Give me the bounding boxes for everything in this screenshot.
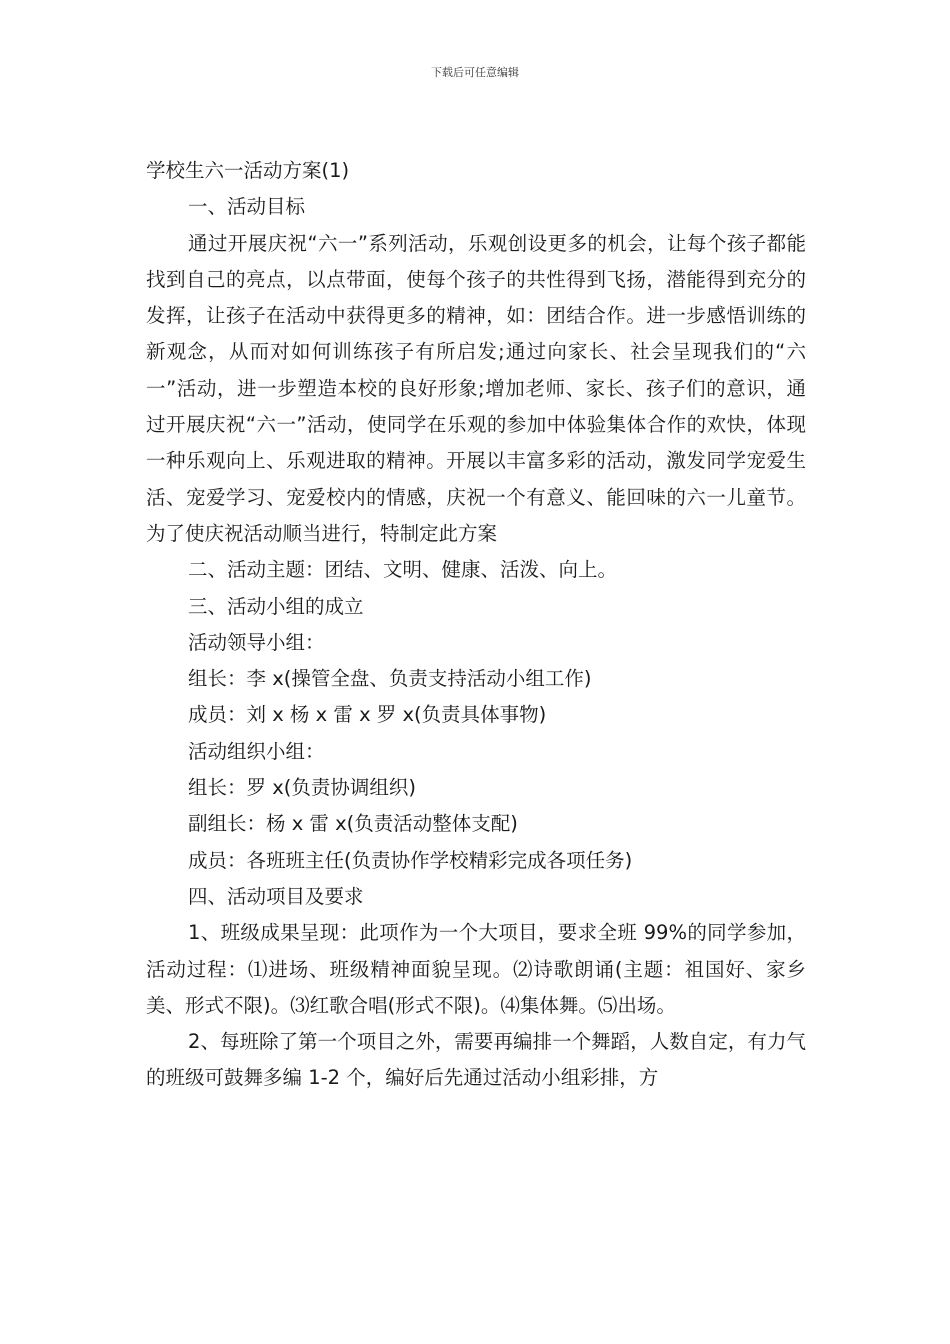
organizing-group-leader: 组长：罗 x(负责协调组织) [188, 776, 416, 800]
organizing-group-label: 活动组织小组： [188, 739, 325, 763]
leadership-group-leader: 组长：李 x(操管全盘、负责支持活动小组工作) [188, 667, 592, 691]
section-heading-goals: 一、活动目标 [188, 195, 306, 219]
paragraph-goals: 通过开展庆祝“六一”系列活动，乐观创设更多的机会，让每个孩子都能找到自己的亮点，以点带面，使每个孩子的共性得到飞扬，潜能得到充分的发挥，让孩子在活动中获得更多的精神，如：团结合作。进一步感悟训练的新观念，从而对如何训练孩子有所启发;通过向家长、社会呈现我们的“六一”活动，进一步塑造本校的良好形象;增加老师、家长、孩子们的意识，通过开展庆祝“六一”活动，使同学在乐观的参加中体验集体合作的欢快，体现一种乐观向上、乐观进取的精神。开展以丰富多彩的活动，激发同学宠爱生活、宠爱学习、宠爱校内的情感，庆祝一个有意义、能回味的六一儿童节。为了使庆祝活动顺当进行，特制定此方案 [146, 231, 806, 545]
leadership-group-label: 活动领导小组： [188, 630, 325, 654]
organizing-group-deputies: 副组长：杨 x 雷 x(负责活动整体支配) [188, 812, 518, 836]
section-heading-projects: 四、活动项目及要求 [188, 884, 364, 908]
organizing-group-members: 成员：各班班主任(负责协作学校精彩完成各项任务) [188, 848, 633, 872]
leadership-group-members: 成员：刘 x 杨 x 雷 x 罗 x(负责具体事物) [188, 703, 547, 727]
header-note: 下载后可任意编辑 [431, 66, 519, 79]
document-body [146, 153, 806, 1097]
document-title: 学校生六一活动方案(1) [146, 159, 350, 182]
section-heading-groups: 三、活动小组的成立 [188, 594, 364, 618]
project-item-1: 1、班级成果呈现：此项作为一个大项目，要求全班 99%的同学参加，活动过程：⑴进场、班级精神面貌呈现。⑵诗歌朗诵(主题：祖国好、家乡美、形式不限)。⑶红歌合唱(形式不限)。⑷集体舞。⑸出场。 [146, 921, 806, 1017]
project-item-2: 2、每班除了第一个项目之外，需要再编排一个舞蹈，人数自定，有力气的班级可鼓舞多编 1-2 个，编好后先通过活动小组彩排，方 [146, 1030, 806, 1090]
section-heading-theme: 二、活动主题：团结、文明、健康、活泼、向上。 [188, 558, 618, 582]
